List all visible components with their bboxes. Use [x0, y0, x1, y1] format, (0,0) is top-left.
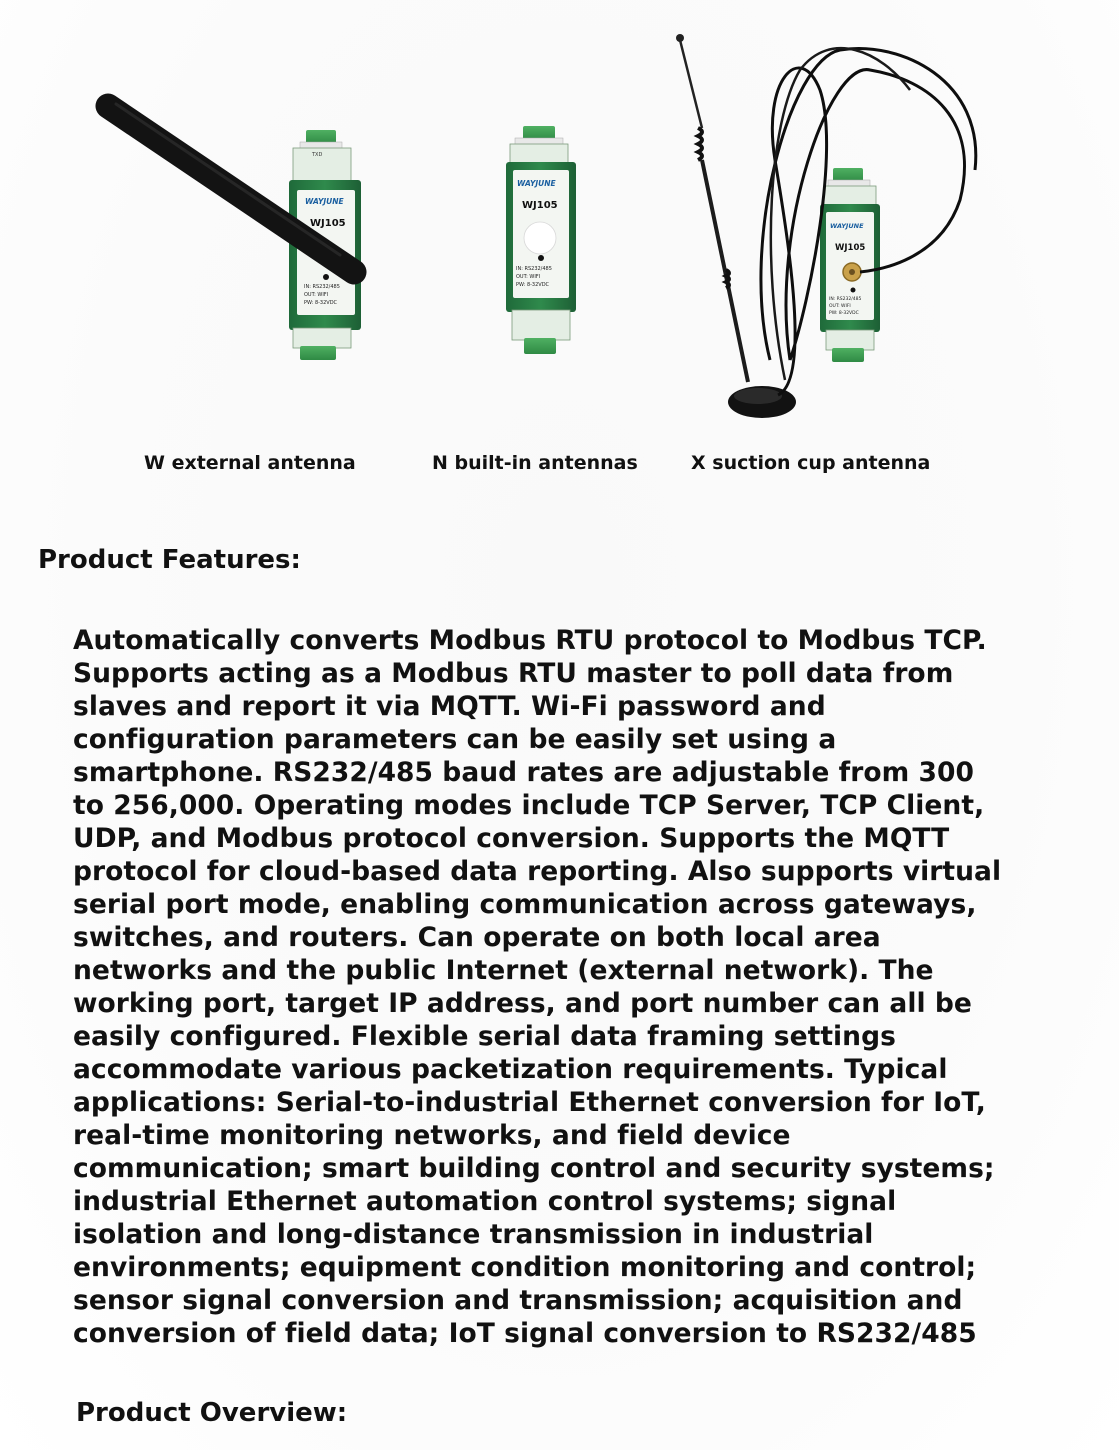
features-line: protocol for cloud-based data reporting. Also supports virtual [73, 856, 1002, 887]
svg-text:PW: 8-32VDC: PW: 8-32VDC [304, 300, 338, 306]
brand-logo: WAYJUNE [305, 197, 344, 206]
svg-text:TXD: TXD [312, 152, 323, 158]
features-line: Automatically converts Modbus RTU protocol to Modbus TCP. [73, 625, 987, 656]
features-line: UDP, and Modbus protocol conversion. Supports the MQTT [73, 823, 950, 854]
svg-text:WJ105: WJ105 [835, 243, 866, 253]
svg-text:PW: 8-32VDC: PW: 8-32VDC [516, 282, 550, 288]
features-line: sensor signal conversion and transmission; acquisition and [73, 1285, 963, 1316]
svg-text:OUT: WIFI: OUT: WIFI [829, 304, 851, 309]
features-line: serial port mode, enabling communication across gateways, [73, 889, 977, 920]
module-x-suction-cup-antenna [676, 34, 976, 418]
features-line: accommodate various packetization requirements. Typical [73, 1054, 948, 1085]
svg-text:IN: RS232/485: IN: RS232/485 [829, 297, 862, 302]
features-line: communication; smart building control and security systems; [73, 1153, 995, 1184]
features-line: to 256,000. Operating modes include TCP Server, TCP Client, [73, 790, 985, 821]
caption-w-external-antenna: W external antenna [144, 452, 356, 474]
features-line: applications: Serial-to-industrial Ethernet conversion for IoT, [73, 1087, 986, 1118]
product-features-text [73, 624, 1033, 1350]
features-line: switches, and routers. Can operate on both local area [73, 922, 881, 953]
product-overview-heading: Product Overview: [76, 1398, 348, 1428]
module-w-external-antenna [108, 104, 361, 360]
features-line: environments; equipment condition monitoring and control; [73, 1252, 977, 1283]
svg-text:WJ105: WJ105 [522, 200, 558, 211]
module-n-built-in-antenna [506, 126, 576, 354]
features-line: industrial Ethernet automation control systems; signal [73, 1186, 897, 1217]
features-line: real-time monitoring networks, and field device [73, 1120, 791, 1151]
features-line: configuration parameters can be easily set using a [73, 724, 837, 755]
brand-logo: WAYJUNE [830, 222, 864, 230]
svg-text:WJ105: WJ105 [310, 218, 346, 229]
features-line: easily configured. Flexible serial data framing settings [73, 1021, 896, 1052]
product-features-heading: Product Features: [38, 545, 301, 575]
features-line: smartphone. RS232/485 baud rates are adjustable from 300 [73, 757, 974, 788]
product-image-strip [0, 0, 1119, 440]
svg-text:OUT: WIFI: OUT: WIFI [304, 292, 329, 298]
features-line: isolation and long-distance transmission in industrial [73, 1219, 874, 1250]
features-line: networks and the public Internet (external network). The [73, 955, 934, 986]
caption-x-suction-cup-antenna: X suction cup antenna [691, 452, 931, 474]
features-line: Supports acting as a Modbus RTU master to poll data from [73, 658, 954, 689]
svg-text:OUT: WIFI: OUT: WIFI [516, 274, 541, 280]
features-line: conversion of field data; IoT signal conversion to RS232/485 [73, 1318, 977, 1349]
svg-text:IN: RS232/485: IN: RS232/485 [304, 284, 340, 290]
features-line: working port, target IP address, and port number can all be [73, 988, 972, 1019]
svg-text:IN: RS232/485: IN: RS232/485 [516, 266, 552, 272]
brand-logo: WAYJUNE [517, 179, 556, 188]
svg-text:PW: 8-32VDC: PW: 8-32VDC [829, 311, 859, 316]
caption-n-built-in-antennas: N built-in antennas [432, 452, 638, 474]
features-line: slaves and report it via MQTT. Wi-Fi password and [73, 691, 826, 722]
